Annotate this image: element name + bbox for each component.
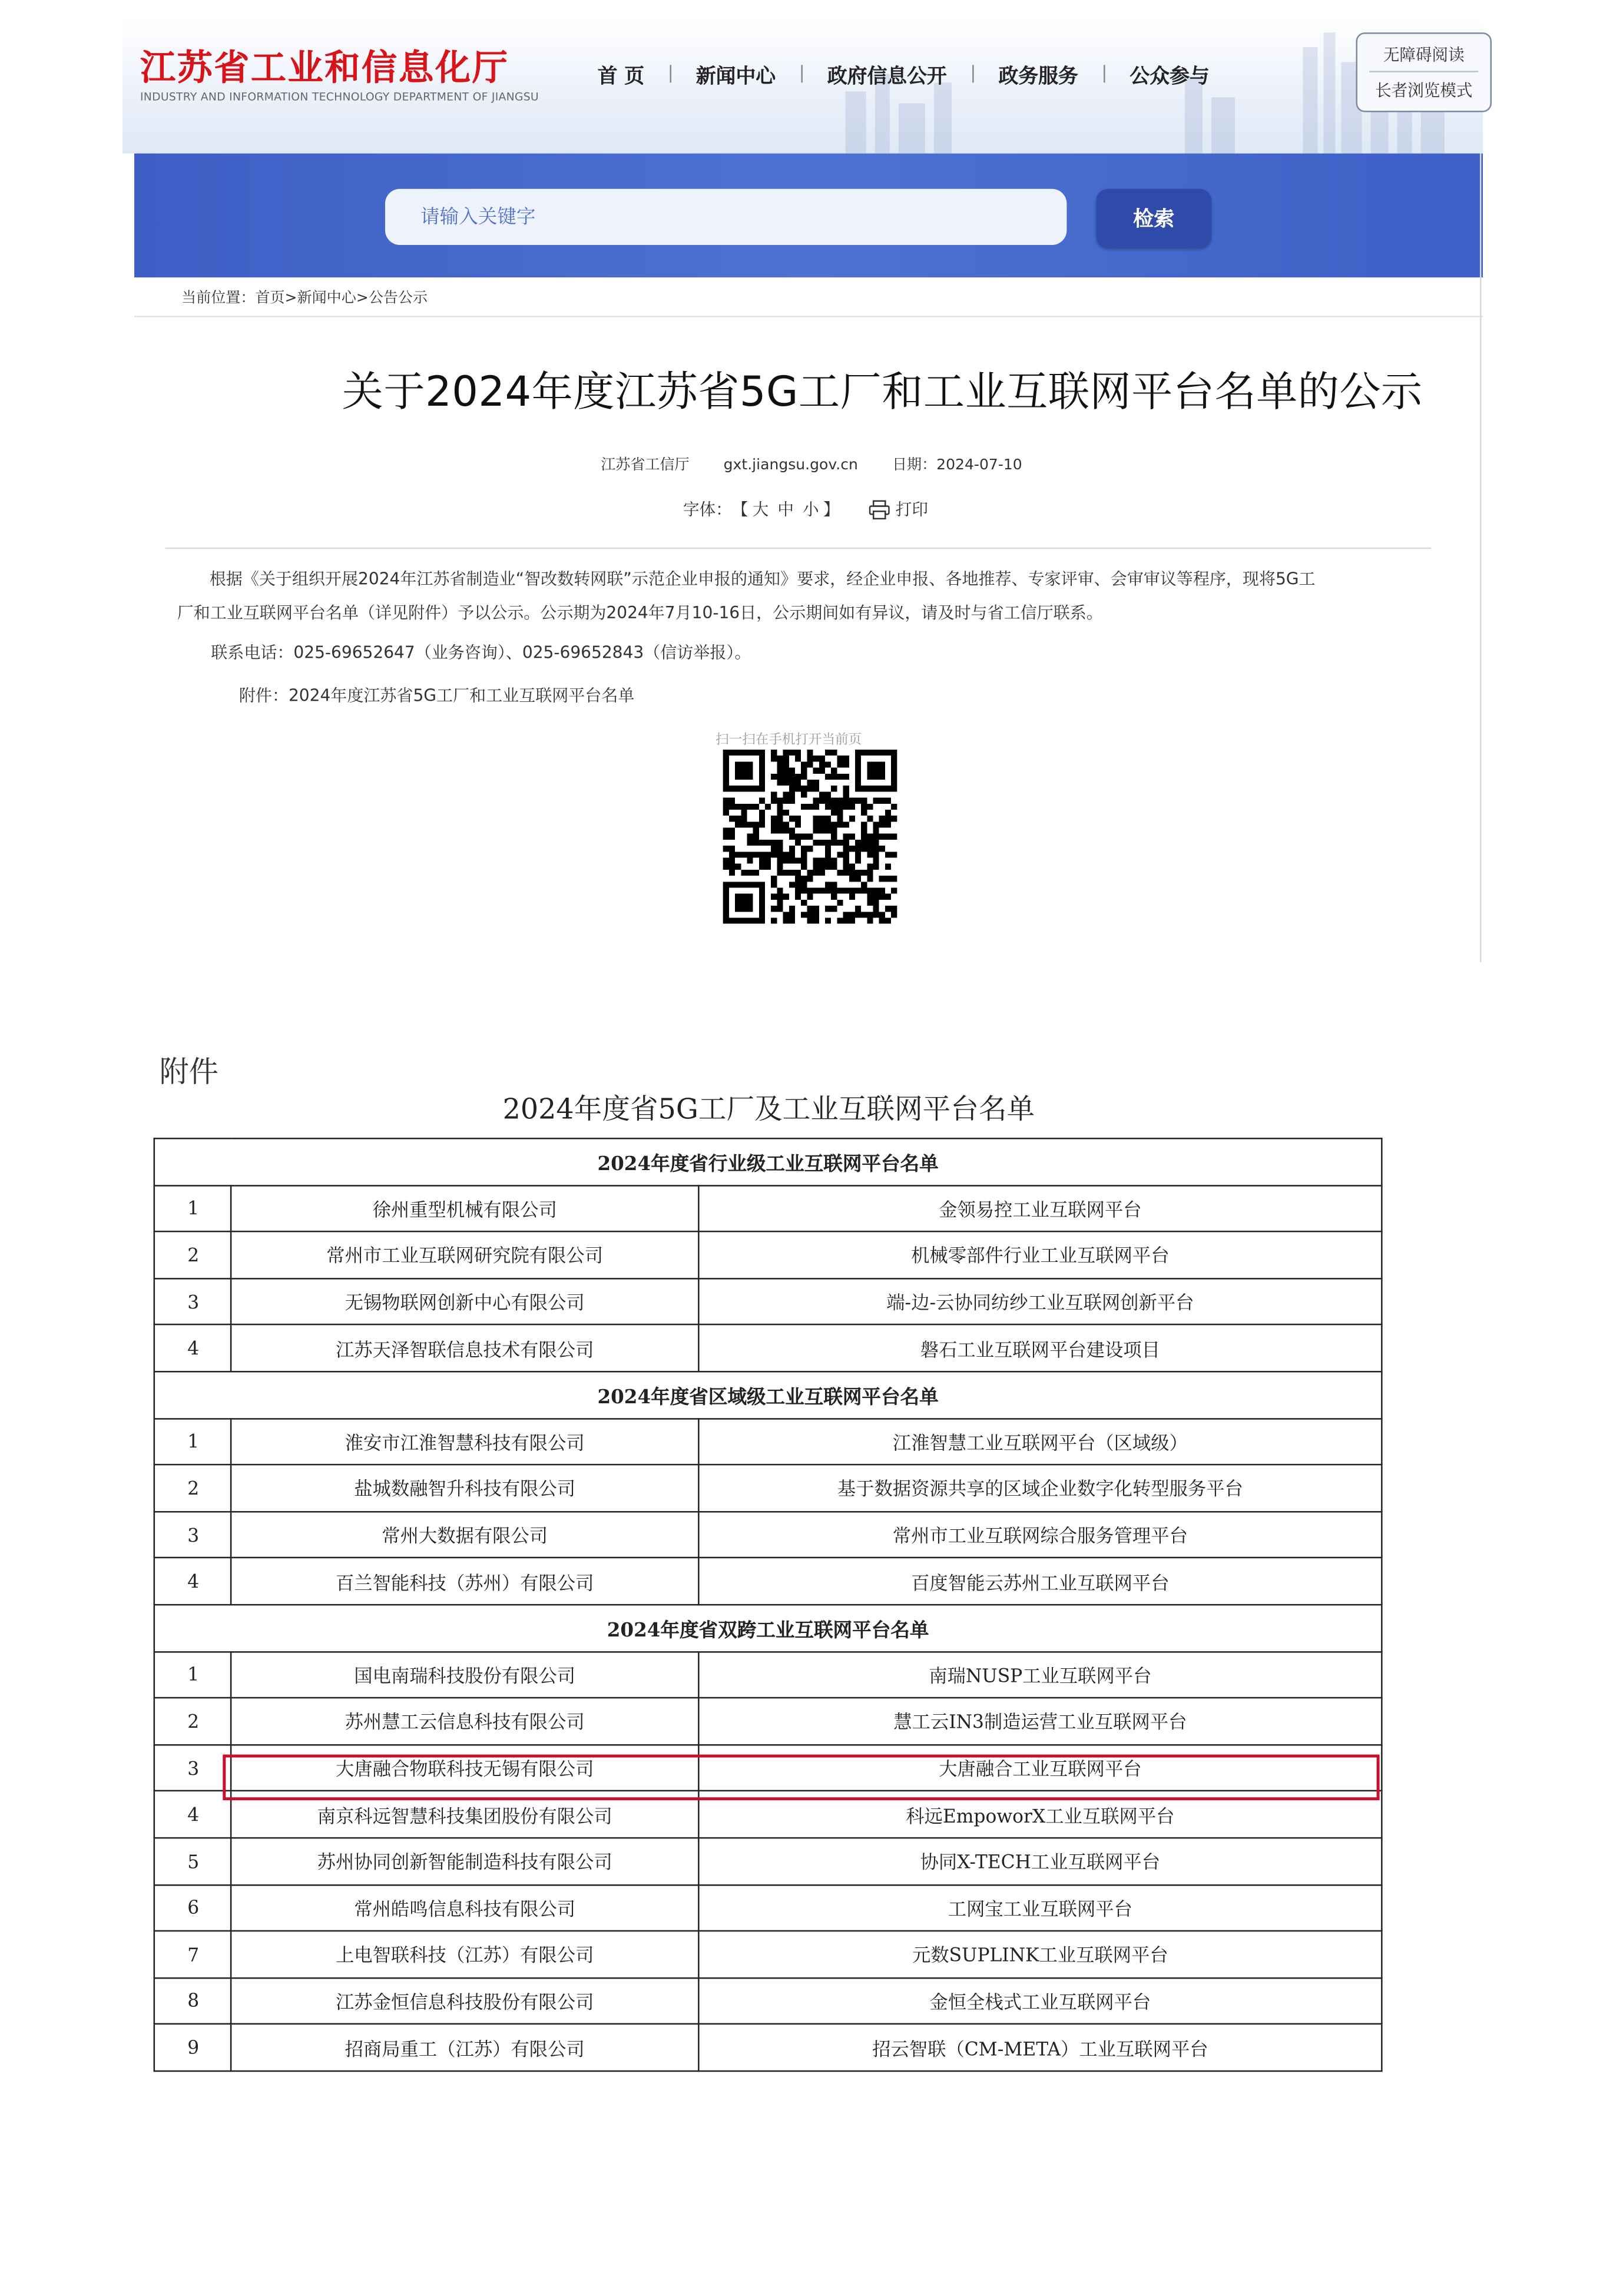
nav-divider	[670, 65, 671, 82]
breadcrumb-news-center[interactable]: 新闻中心	[297, 290, 356, 307]
table-row	[154, 1278, 1382, 1325]
breadcrumb-separator: >	[284, 290, 297, 307]
article-source: 江苏省工信厅	[601, 457, 690, 474]
table-row	[154, 1465, 1382, 1511]
qr-code-icon	[723, 750, 897, 924]
divider	[165, 548, 1432, 549]
bracket-open: 【	[731, 500, 748, 520]
article-date: 2024-07-10	[936, 457, 1022, 474]
table-row	[154, 2025, 1382, 2071]
accessibility-reading-button[interactable]: 无障碍阅读	[1383, 45, 1465, 65]
platform-name: 江淮智慧工业互联网平台（区域级）	[698, 1418, 1382, 1465]
platform-list-table	[154, 1138, 1383, 2072]
platform-name: 金领易控工业互联网平台	[698, 1185, 1382, 1231]
table-row	[154, 1325, 1382, 1371]
row-number: 2	[154, 1698, 231, 1744]
bracket-close: 】	[823, 500, 840, 520]
divider	[134, 316, 1483, 317]
font-size-controls	[683, 497, 928, 521]
row-number: 1	[154, 1418, 231, 1465]
platform-name: 协同X-TECH工业互联网平台	[698, 1838, 1382, 1884]
company-name: 淮安市江淮智慧科技有限公司	[231, 1418, 698, 1465]
platform-name: 端-边-云协同纺纱工业互联网创新平台	[698, 1278, 1382, 1325]
font-size-label: 字体：	[683, 500, 732, 520]
platform-name: 常州市工业互联网综合服务管理平台	[698, 1512, 1382, 1558]
row-number: 8	[154, 1977, 231, 2024]
row-number: 2	[154, 1465, 231, 1511]
row-number: 9	[154, 2025, 231, 2071]
breadcrumb-separator: >	[356, 290, 369, 307]
company-name: 江苏金恒信息科技股份有限公司	[231, 1977, 698, 2024]
main-nav	[598, 59, 1210, 88]
table-row	[154, 1931, 1382, 1977]
platform-name: 元数SUPLINK工业互联网平台	[698, 1931, 1382, 1977]
company-name: 苏州协同创新智能制造科技有限公司	[231, 1838, 698, 1884]
platform-name: 慧工云IN3制造运营工业互联网平台	[698, 1698, 1382, 1744]
attachment-label: 附件	[159, 1053, 218, 1089]
row-number: 4	[154, 1325, 231, 1371]
platform-name: 基于数据资源共享的区域企业数字化转型服务平台	[698, 1465, 1382, 1511]
company-name: 上电智联科技（江苏）有限公司	[231, 1931, 698, 1977]
platform-name: 工网宝工业互联网平台	[698, 1884, 1382, 1931]
nav-home[interactable]: 首 页	[597, 65, 645, 89]
breadcrumb-prefix: 当前位置：	[181, 290, 256, 307]
font-size-large[interactable]: 大	[752, 500, 769, 520]
printer-icon	[869, 499, 890, 519]
print-button[interactable]	[869, 497, 928, 521]
row-number: 2	[154, 1232, 231, 1278]
nav-divider	[972, 65, 973, 82]
font-size-medium[interactable]: 中	[777, 500, 794, 520]
table-row	[154, 1512, 1382, 1558]
row-number: 6	[154, 1884, 231, 1931]
table-row	[154, 1698, 1382, 1744]
font-size-small[interactable]: 小	[802, 500, 819, 520]
row-number: 1	[154, 1185, 231, 1231]
platform-name: 机械零部件行业工业互联网平台	[698, 1232, 1382, 1278]
platform-name: 磐石工业互联网平台建设项目	[698, 1325, 1382, 1371]
row-number: 3	[154, 1278, 231, 1325]
company-name: 无锡物联网创新中心有限公司	[231, 1278, 698, 1325]
platform-name: 科远EmpoworX工业互联网平台	[698, 1791, 1382, 1838]
nav-public-participation[interactable]: 公众参与	[1130, 65, 1210, 89]
paragraph-line-1: 根据《关于组织开展2024年江苏省制造业“智改数转网联”示范企业申报的通知》要求，经企业申报、各地推荐、专家评审、会审审议等程序，现将5G工	[209, 569, 1316, 589]
row-number: 1	[154, 1651, 231, 1698]
company-name: 常州大数据有限公司	[231, 1512, 698, 1558]
nav-news-center[interactable]: 新闻中心	[695, 65, 776, 89]
company-name: 大唐融合物联科技无锡有限公司	[231, 1745, 698, 1791]
article-site: gxt.jiangsu.gov.cn	[723, 457, 858, 474]
section-header-row	[154, 1138, 1382, 1185]
company-name: 盐城数融智升科技有限公司	[231, 1465, 698, 1511]
highlight-box	[223, 1755, 1379, 1801]
table-row	[154, 1232, 1382, 1278]
article-title: 关于2024年度江苏省5G工厂和工业互联网平台名单的公示	[342, 367, 1423, 416]
section-header-row	[154, 1605, 1382, 1651]
company-name: 国电南瑞科技股份有限公司	[231, 1651, 698, 1698]
section-title: 2024年度省区域级工业互联网平台名单	[154, 1371, 1382, 1418]
table-row	[154, 1838, 1382, 1884]
nav-gov-services[interactable]: 政务服务	[998, 65, 1078, 89]
nav-divider	[801, 65, 803, 82]
accessibility-panel	[1356, 32, 1492, 112]
company-name: 徐州重型机械有限公司	[231, 1185, 698, 1231]
article-paragraph-cont	[177, 596, 1435, 630]
breadcrumb-announcements[interactable]: 公告公示	[368, 290, 428, 307]
company-name: 常州市工业互联网研究院有限公司	[231, 1232, 698, 1278]
row-number: 5	[154, 1838, 231, 1884]
row-number: 7	[154, 1931, 231, 1977]
attachment-link[interactable]: 附件：2024年度江苏省5G工厂和工业互联网平台名单	[239, 686, 635, 705]
company-name: 苏州慧工云信息科技有限公司	[231, 1698, 698, 1744]
site-header	[122, 18, 1483, 154]
row-number: 3	[154, 1745, 231, 1791]
date-label: 日期：	[892, 457, 937, 474]
table-row	[154, 1185, 1382, 1231]
table-row	[154, 1884, 1382, 1931]
table-row	[154, 1418, 1382, 1465]
elder-mode-button[interactable]: 长者浏览模式	[1375, 81, 1473, 101]
contact-info: 联系电话：025-69652647（业务咨询）、025-69652843（信访举报）。	[211, 643, 751, 663]
section-title: 2024年度省双跨工业互联网平台名单	[154, 1605, 1382, 1651]
company-name: 招商局重工（江苏）有限公司	[231, 2025, 698, 2071]
company-name: 江苏天泽智联信息技术有限公司	[231, 1325, 698, 1371]
row-number: 3	[154, 1512, 231, 1558]
search-band	[134, 154, 1483, 277]
platform-name: 大唐融合工业互联网平台	[698, 1745, 1382, 1791]
section-header-row	[154, 1371, 1382, 1418]
panel-divider	[1369, 71, 1478, 72]
content-border	[1480, 154, 1482, 962]
nav-gov-info[interactable]: 政府信息公开	[827, 65, 947, 89]
breadcrumb	[181, 285, 428, 307]
search-input[interactable]	[385, 189, 1067, 245]
print-label: 打印	[895, 500, 928, 520]
platform-name: 百度智能云苏州工业互联网平台	[698, 1558, 1382, 1605]
nav-divider	[1103, 65, 1105, 82]
site-logo-english: INDUSTRY AND INFORMATION TECHNOLOGY DEPARTMENT OF JIANGSU	[140, 90, 539, 104]
table-row	[154, 1651, 1382, 1698]
attachment-title: 2024年度省5G工厂及工业互联网平台名单	[502, 1093, 1035, 1127]
row-number: 4	[154, 1791, 231, 1838]
company-name: 南京科远智慧科技集团股份有限公司	[231, 1791, 698, 1838]
platform-name: 南瑞NUSP工业互联网平台	[698, 1651, 1382, 1698]
table-row	[154, 1558, 1382, 1605]
paragraph-line-2: 厂和工业互联网平台名单（详见附件）予以公示。公示期为2024年7月10-16日，公示期间如有异议，请及时与省工信厅联系。	[177, 603, 1103, 623]
company-name: 常州皓鸣信息科技有限公司	[231, 1884, 698, 1931]
article-meta	[0, 452, 1623, 474]
platform-name: 招云智联（CM-META）工业互联网平台	[698, 2025, 1382, 2071]
company-name: 百兰智能科技（苏州）有限公司	[231, 1558, 698, 1605]
breadcrumb-home[interactable]: 首页	[255, 290, 285, 307]
row-number: 4	[154, 1558, 231, 1605]
qr-caption: 扫一扫在手机打开当前页	[716, 733, 862, 748]
section-title: 2024年度省行业级工业互联网平台名单	[154, 1138, 1382, 1185]
article-paragraph	[177, 562, 1435, 597]
table-row	[154, 1977, 1382, 2024]
platform-name: 金恒全栈式工业互联网平台	[698, 1977, 1382, 2024]
search-button[interactable]: 检索	[1097, 189, 1211, 248]
site-logo[interactable]: 江苏省工业和信息化厅	[140, 47, 509, 89]
